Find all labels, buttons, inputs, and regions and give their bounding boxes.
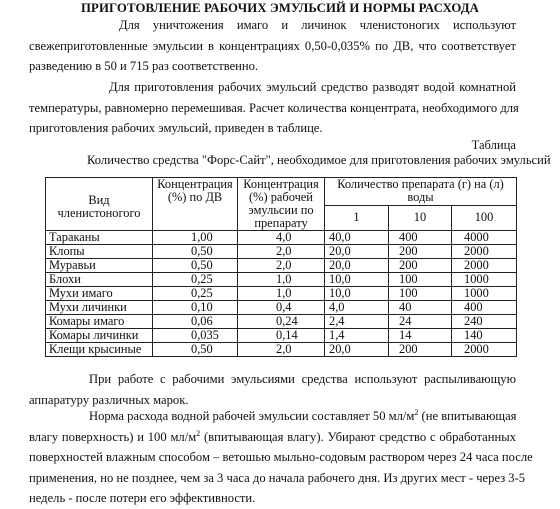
superscript: 2	[196, 428, 201, 438]
cell-qty-100: 240	[452, 315, 517, 329]
cell-conc-emulsion: 2,0	[238, 245, 325, 259]
paragraph-line: приготовления рабочих эмульсий, приведен в таблице.	[29, 121, 323, 135]
paragraph-line: применения, но не позднее, чем за 3 часа до начала рабочего дня. Из других мест - через 3-5	[29, 470, 526, 485]
cell-conc-dv: 0,035	[153, 329, 238, 343]
table-row	[46, 301, 517, 315]
cell-qty-10: 200	[389, 259, 452, 273]
table-row	[46, 231, 517, 245]
cell-qty-100: 140	[452, 329, 517, 343]
cell-qty-1: 10,0	[325, 287, 389, 301]
table-row	[46, 259, 517, 273]
cell-qty-10: 24	[389, 315, 452, 329]
cell-qty-10: 200	[389, 343, 452, 357]
cell-qty-1: 20,0	[325, 259, 389, 273]
paragraph-line	[29, 406, 516, 427]
cell-conc-emulsion: 1,0	[238, 287, 325, 301]
superscript: 2	[414, 408, 419, 417]
paragraph-line: При работе с рабочими эмульсиями средства используют распыливающую	[89, 372, 516, 386]
cell-conc-dv: 0,50	[153, 259, 238, 273]
cell-qty-100: 400	[452, 301, 517, 315]
cell-qty-10: 100	[389, 273, 452, 287]
document-heading: ПРИГОТОВЛЕНИЕ РАБОЧИХ ЭМУЛЬСИЙ И НОРМЫ РАСХОДА	[80, 1, 479, 15]
cell-qty-1: 20,0	[325, 245, 389, 259]
cell-qty-10: 200	[389, 245, 452, 259]
paragraph-line: разведению в 50 и 715 раз соответственно.	[29, 59, 259, 73]
cell-qty-10: 40	[389, 301, 452, 315]
cell-species: Клопы	[46, 245, 153, 259]
paragraph-usage-concentrations	[29, 15, 516, 77]
table-row	[46, 329, 517, 343]
cell-qty-1: 4,0	[325, 301, 389, 315]
cell-conc-emulsion: 0,4	[238, 301, 325, 315]
paragraph-equipment	[29, 369, 516, 410]
paragraph-consumption-rate	[29, 406, 533, 509]
cell-qty-100: 2000	[452, 343, 517, 357]
line-text: (впитывающая влагу). Убирают средство с обработанных	[200, 429, 516, 444]
line-text: влагу поверхность) и 100 мл/м	[29, 429, 197, 444]
cell-qty-10: 400	[389, 231, 452, 245]
cell-qty-1: 40,0	[325, 231, 389, 245]
paragraph-line: поверхностей влажным способом – ветошью мыльно-содовым раствором через 24 часа после	[29, 450, 533, 464]
cell-species: Мухи имаго	[46, 287, 153, 301]
table-row	[46, 343, 517, 357]
header-volume-1: 1	[325, 205, 389, 230]
line-text: (не впитывающая	[418, 409, 517, 423]
paragraph-line: аппаратуру различных марок.	[29, 392, 189, 407]
paragraph-line: свежеприготовленные эмульсии в концентрациях 0,50-0,035% по ДВ, что соответствует	[29, 38, 516, 53]
cell-species: Комары имаго	[46, 315, 153, 329]
cell-species: Блохи	[46, 273, 153, 287]
cell-conc-emulsion: 2,0	[238, 343, 325, 357]
paragraph-line: Для уничтожения имаго и личинок членистоногих используют	[119, 18, 516, 32]
cell-conc-dv: 0,50	[153, 245, 238, 259]
table-row	[46, 273, 517, 287]
paragraph-line: Для приготовления рабочих эмульсий средство разводят водой комнатной	[109, 80, 516, 94]
cell-species: Комары личинки	[46, 329, 153, 343]
table-row	[46, 315, 517, 329]
header-conc-emulsion: Концентрация (%) рабочей эмульсии по препарату	[238, 178, 325, 231]
table-row	[46, 245, 517, 259]
cell-qty-1: 20,0	[325, 343, 389, 357]
header-species: Вид членистоногого	[46, 178, 153, 231]
cell-qty-100: 1000	[452, 273, 517, 287]
table-body	[46, 231, 517, 357]
table-caption: Количество средства "Форс-Сайт", необходимое для приготовления рабочих эмульсий	[87, 153, 551, 167]
paragraph-line: недель - после потери его эффективности.	[29, 491, 256, 505]
paragraph-preparation	[29, 77, 519, 139]
cell-qty-100: 2000	[452, 259, 517, 273]
table-label: Таблица	[471, 138, 516, 152]
cell-species: Муравьи	[46, 259, 153, 273]
cell-qty-10: 14	[389, 329, 452, 343]
cell-qty-100: 4000	[452, 231, 517, 245]
cell-conc-dv: 0,06	[153, 315, 238, 329]
cell-qty-100: 2000	[452, 245, 517, 259]
cell-conc-dv: 0,10	[153, 301, 238, 315]
cell-qty-1: 1,4	[325, 329, 389, 343]
header-conc-dv: Концентрация (%) по ДВ	[153, 178, 238, 231]
cell-conc-emulsion: 2,0	[238, 259, 325, 273]
cell-species: Мухи личинки	[46, 301, 153, 315]
cell-conc-emulsion: 1,0	[238, 273, 325, 287]
paragraph-line	[29, 427, 516, 448]
cell-conc-emulsion: 0,14	[238, 329, 325, 343]
cell-species: Клещи крысиные	[46, 343, 153, 357]
cell-conc-dv: 1,00	[153, 231, 238, 245]
cell-species: Тараканы	[46, 231, 153, 245]
cell-conc-dv: 0,25	[153, 287, 238, 301]
paragraph-line: температуры, равномерно перемешивая. Расчет количества концентрата, необходимого для	[29, 100, 519, 115]
table-header-row	[46, 178, 517, 206]
cell-qty-1: 10,0	[325, 273, 389, 287]
header-quantity: Количество препарата (г) на (л) воды	[325, 178, 517, 206]
cell-conc-emulsion: 0,24	[238, 315, 325, 329]
cell-qty-1: 2,4	[325, 315, 389, 329]
cell-conc-dv: 0,50	[153, 343, 238, 357]
cell-qty-10: 100	[389, 287, 452, 301]
cell-qty-100: 1000	[452, 287, 517, 301]
header-volume-100: 100	[452, 205, 517, 230]
concentrate-quantity-table	[45, 177, 517, 357]
line-text: Норма расхода водной рабочей эмульсии составляет 50 мл/м	[89, 409, 415, 423]
cell-conc-emulsion: 4,0	[238, 231, 325, 245]
header-volume-10: 10	[389, 205, 452, 230]
table-row	[46, 287, 517, 301]
cell-conc-dv: 0,25	[153, 273, 238, 287]
